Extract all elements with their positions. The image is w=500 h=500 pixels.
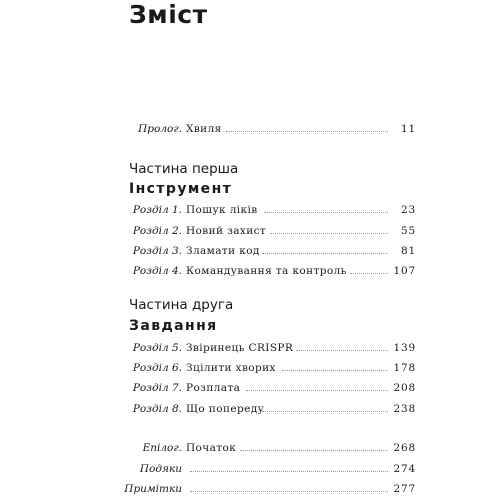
entry-page-number: 268 (393, 442, 416, 454)
entry-text: Новий захист (186, 225, 267, 237)
entry-label: Розділ 7. (132, 382, 182, 394)
entry-label: Пролог. (138, 123, 182, 135)
toc-entry-acknowledgments[interactable] (0, 462, 500, 476)
entry-label: Розділ 5. (132, 342, 182, 354)
toc-entry-notes[interactable] (0, 482, 500, 496)
entry-label: Розділ 2. (132, 225, 182, 237)
entry-page-number: 55 (401, 225, 416, 237)
entry-page-number: 107 (393, 265, 416, 277)
part-label: Частина перша (129, 161, 239, 177)
toc-entry-chapter-7[interactable] (0, 381, 500, 395)
entry-text: Що попереду (186, 403, 265, 415)
dot-leader (296, 350, 388, 351)
entry-page-number: 238 (393, 403, 416, 415)
entry-page-number: 139 (393, 342, 416, 354)
entry-text: Командування та контроль (186, 265, 347, 277)
entry-text: Початок (186, 442, 237, 454)
toc-entry-epilogue[interactable] (0, 441, 500, 455)
dot-leader (246, 390, 388, 391)
toc-entry-chapter-6[interactable] (0, 361, 500, 375)
entry-label: Розділ 4. (132, 265, 182, 277)
entry-page-number: 277 (393, 483, 416, 495)
dot-leader (262, 411, 388, 412)
dot-leader (264, 212, 388, 213)
dot-leader (282, 370, 388, 371)
part-label: Частина друга (129, 297, 234, 313)
entry-label: Розділ 8. (132, 403, 182, 415)
dot-leader (240, 450, 388, 451)
entry-label: Розділ 3. (132, 245, 182, 257)
entry-text: Пошук ліків (186, 204, 258, 216)
entry-label: Примітки (124, 483, 182, 495)
toc-entry-chapter-8[interactable] (0, 402, 500, 416)
dot-leader (270, 233, 388, 234)
part-title: Завдання (129, 318, 218, 334)
entry-text: Хвиля (186, 123, 222, 135)
entry-text: Звіринець CRISPR (186, 342, 294, 354)
entry-page-number: 23 (401, 204, 416, 216)
toc-entry-chapter-5[interactable] (0, 341, 500, 355)
entry-label: Подяки (139, 463, 182, 475)
part-title: Інструмент (129, 181, 233, 197)
entry-label: Розділ 1. (132, 204, 182, 216)
entry-text: Розплата (186, 382, 241, 394)
page-title: Зміст (129, 0, 208, 29)
toc-entry-chapter-4[interactable] (0, 264, 500, 278)
dot-leader (190, 491, 388, 492)
toc-entry-chapter-3[interactable] (0, 244, 500, 258)
toc-entry-prologue[interactable] (0, 122, 500, 136)
entry-text: Зламати код (186, 245, 260, 257)
entry-page-number: 81 (401, 245, 416, 257)
entry-page-number: 11 (401, 123, 416, 135)
entry-label: Епілог. (142, 442, 182, 454)
dot-leader (262, 253, 388, 254)
entry-label: Розділ 6. (132, 362, 182, 374)
toc-entry-chapter-2[interactable] (0, 224, 500, 238)
dot-leader (226, 131, 388, 132)
toc-entry-chapter-1[interactable] (0, 203, 500, 217)
entry-page-number: 274 (393, 463, 416, 475)
dot-leader (350, 273, 388, 274)
entry-page-number: 208 (393, 382, 416, 394)
entry-text: Зцілити хворих (186, 362, 276, 374)
dot-leader (190, 471, 388, 472)
entry-page-number: 178 (393, 362, 416, 374)
